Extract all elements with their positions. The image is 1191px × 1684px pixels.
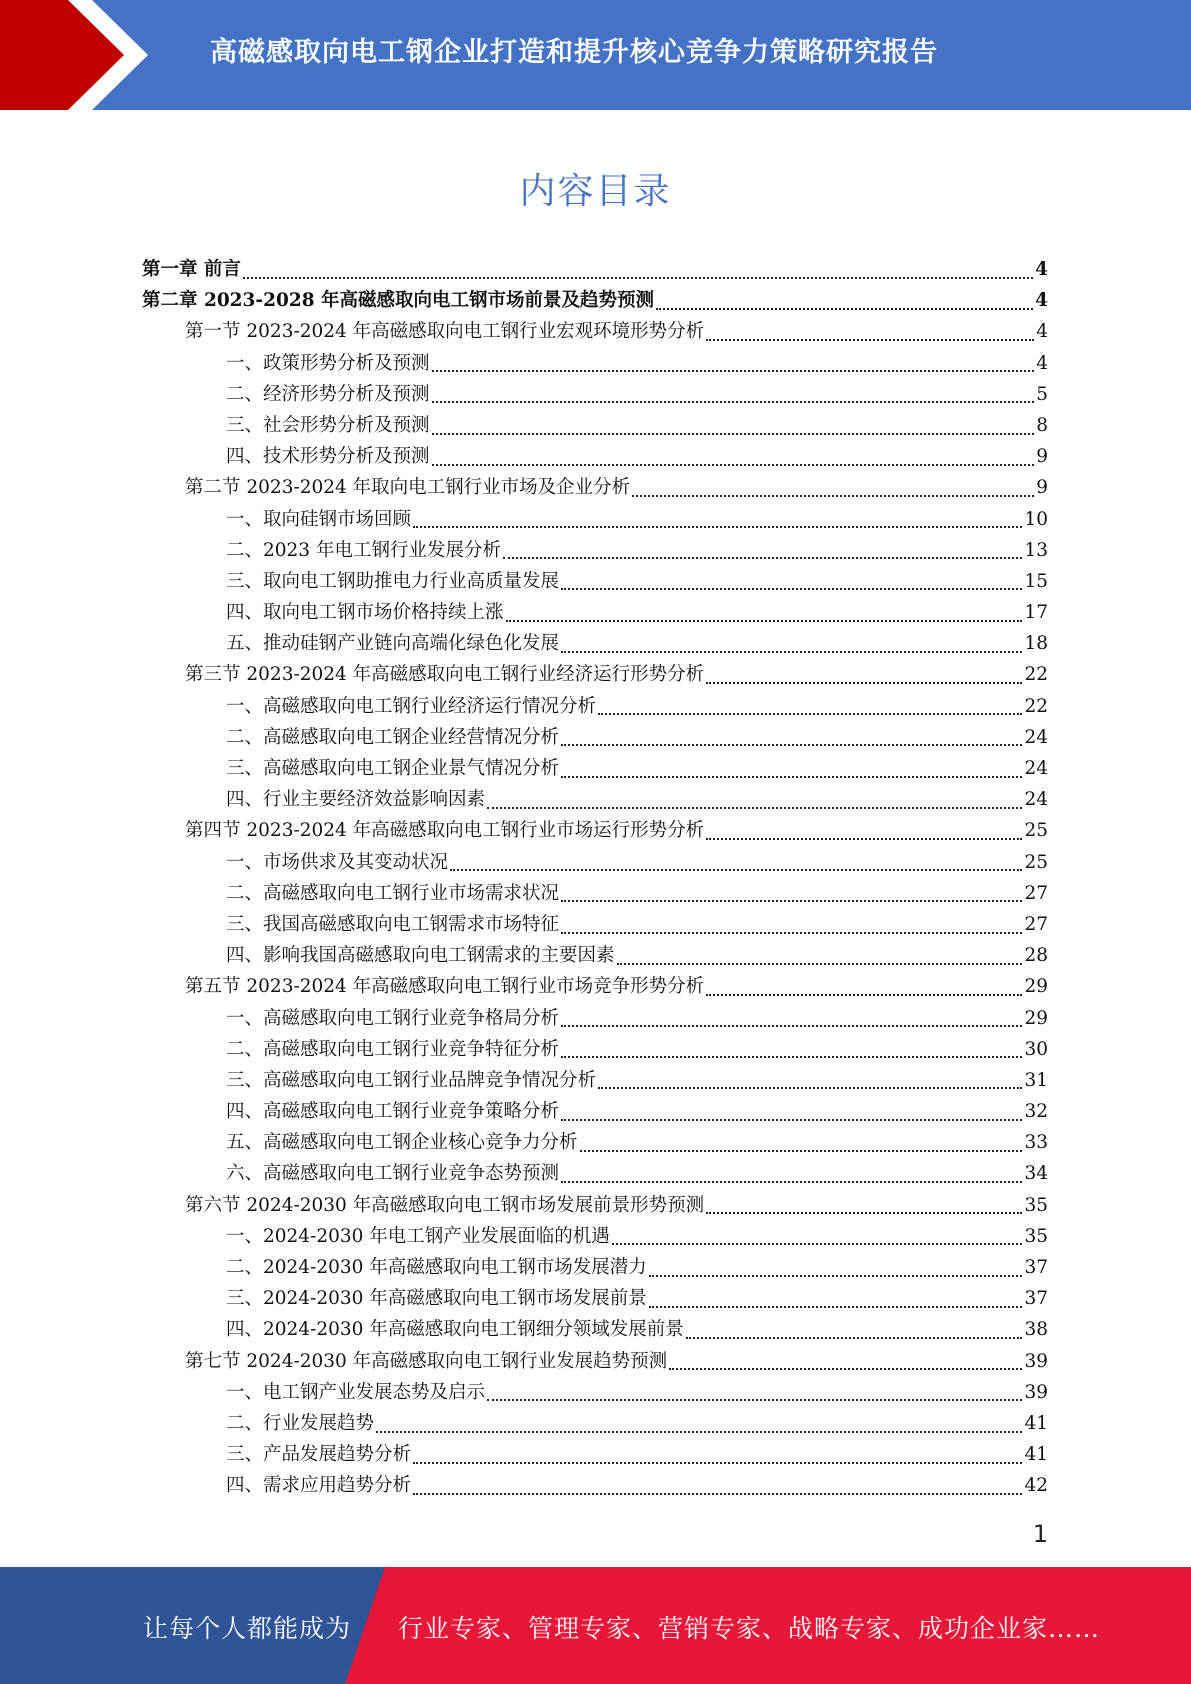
toc-entry[interactable] — [142, 1065, 1048, 1096]
toc-entry-label: 四、影响我国高磁感取向电工钢需求的主要因素 — [226, 945, 615, 967]
toc-entry[interactable] — [142, 254, 1048, 285]
toc-entry[interactable] — [142, 1221, 1048, 1252]
toc-entry-label: 三、高磁感取向电工钢企业景气情况分析 — [226, 758, 560, 779]
toc-dot-leader — [506, 620, 1023, 622]
toc-dot-leader — [706, 994, 1022, 996]
toc-entry-label: 五、高磁感取向电工钢企业核心竞争力分析 — [226, 1132, 578, 1154]
toc-entry-label: 第四节 2023-2024 年高磁感取向电工钢行业市场运行形势分析 — [185, 820, 705, 842]
toc-entry[interactable] — [142, 1346, 1048, 1377]
toc-entry-page: 37 — [1024, 1288, 1048, 1310]
toc-entry[interactable] — [142, 878, 1048, 909]
toc-entry-page: 38 — [1024, 1319, 1048, 1341]
toc-entry-page: 8 — [1036, 414, 1048, 436]
toc-entry-label: 二、经济形势分析及预测 — [226, 383, 430, 405]
toc-entry-label: 第一节 2023-2024 年高磁感取向电工钢行业宏观环境形势分析 — [185, 321, 705, 343]
toc-entry-label: 一、2024-2030 年电工钢产业发展面临的机遇 — [226, 1225, 610, 1247]
toc-dot-leader — [706, 1212, 1022, 1214]
toc-entry-label: 一、取向硅钢市场回顾 — [226, 508, 412, 530]
toc-entry[interactable] — [142, 722, 1048, 753]
toc-entry-page: 27 — [1024, 913, 1048, 935]
toc-entry-page: 10 — [1024, 508, 1048, 530]
toc-dot-leader — [561, 651, 1022, 653]
toc-entry-page: 22 — [1024, 695, 1048, 717]
toc-entry-page: 4 — [1035, 290, 1048, 312]
toc-dot-leader — [706, 339, 1034, 341]
toc-entry-page: 39 — [1024, 1350, 1048, 1372]
toc-entry-label: 第二节 2023-2024 年取向电工钢行业市场及企业分析 — [185, 477, 631, 499]
toc-entry-page: 4 — [1036, 352, 1048, 374]
toc-dot-leader — [561, 932, 1022, 934]
toc-dot-leader — [649, 1306, 1023, 1308]
page-footer — [0, 1567, 1191, 1684]
toc-entry[interactable] — [142, 691, 1048, 722]
toc-entry-page: 18 — [1024, 633, 1048, 655]
toc-entry-page: 32 — [1024, 1101, 1048, 1123]
toc-entry[interactable] — [142, 316, 1048, 347]
toc-entry[interactable] — [142, 1314, 1048, 1345]
footer-slogan-left: 让每个人都能成为 — [143, 1614, 352, 1643]
toc-entry[interactable] — [142, 815, 1048, 846]
toc-entry-page: 29 — [1024, 1007, 1048, 1029]
toc-entry-page: 13 — [1024, 539, 1048, 561]
toc-dot-leader — [656, 308, 1033, 310]
table-of-contents — [142, 254, 1048, 1502]
toc-entry-page: 9 — [1036, 477, 1048, 499]
toc-title: 内容目录 — [519, 171, 672, 212]
toc-entry-label: 三、取向电工钢助推电力行业高质量发展 — [226, 570, 560, 592]
toc-entry-label: 一、高磁感取向电工钢行业竞争格局分析 — [226, 1007, 560, 1029]
toc-entry[interactable] — [142, 472, 1048, 503]
toc-dot-leader — [561, 744, 1022, 746]
toc-entry-page: 41 — [1024, 1444, 1048, 1466]
toc-entry-label: 一、电工钢产业发展态势及启示 — [226, 1381, 486, 1403]
toc-entry-page: 35 — [1024, 1194, 1048, 1216]
toc-entry[interactable] — [142, 1127, 1048, 1158]
toc-entry-label: 二、高磁感取向电工钢行业市场需求状况 — [226, 882, 560, 904]
toc-entry-page: 34 — [1024, 1163, 1048, 1185]
toc-entry[interactable] — [142, 971, 1048, 1002]
toc-entry[interactable] — [142, 847, 1048, 878]
toc-entry-label: 二、2023 年电工钢行业发展分析 — [226, 539, 501, 561]
toc-dot-leader — [413, 526, 1022, 528]
toc-entry[interactable] — [142, 597, 1048, 628]
toc-dot-leader — [598, 1087, 1022, 1089]
toc-entry[interactable] — [142, 285, 1048, 316]
toc-entry[interactable] — [142, 1096, 1048, 1127]
toc-entry-label: 第二章 2023-2028 年高磁感取向电工钢市场前景及趋势预测 — [142, 290, 655, 312]
toc-entry[interactable] — [142, 1034, 1048, 1065]
toc-entry-label: 五、推动硅钢产业链向高端化绿色化发展 — [226, 633, 560, 655]
toc-entry-label: 二、高磁感取向电工钢行业竞争特征分析 — [226, 1038, 560, 1060]
toc-entry[interactable] — [142, 1408, 1048, 1439]
page-header — [0, 0, 1191, 110]
toc-entry-page: 9 — [1036, 446, 1048, 468]
toc-entry-page: 15 — [1024, 570, 1048, 592]
toc-entry-label: 三、2024-2030 年高磁感取向电工钢市场发展前景 — [226, 1288, 647, 1310]
toc-dot-leader — [561, 1025, 1022, 1027]
toc-entry-label: 一、高磁感取向电工钢行业经济运行情况分析 — [226, 695, 597, 717]
toc-entry-page: 25 — [1024, 820, 1048, 842]
toc-entry[interactable] — [142, 379, 1048, 410]
toc-entry-page: 27 — [1024, 882, 1048, 904]
toc-entry-page: 5 — [1036, 383, 1048, 405]
toc-entry-page: 4 — [1036, 321, 1048, 343]
toc-entry-page: 24 — [1024, 789, 1048, 811]
toc-entry-label: 三、我国高磁感取向电工钢需求市场特征 — [226, 913, 560, 935]
toc-dot-leader — [612, 1243, 1023, 1245]
toc-entry-page: 42 — [1024, 1475, 1048, 1497]
toc-entry-page: 22 — [1024, 664, 1048, 686]
toc-dot-leader — [243, 277, 1033, 279]
toc-dot-leader — [561, 1056, 1022, 1058]
toc-entry-label: 四、2024-2030 年高磁感取向电工钢细分领域发展前景 — [226, 1319, 684, 1341]
toc-entry-label: 一、政策形势分析及预测 — [226, 352, 430, 374]
toc-entry-label: 二、行业发展趋势 — [226, 1412, 375, 1434]
toc-entry[interactable] — [142, 940, 1048, 971]
toc-entry-label: 二、2024-2030 年高磁感取向电工钢市场发展潜力 — [226, 1257, 647, 1278]
footer-slogan-right: 行业专家、管理专家、营销专家、战略专家、成功企业家…… — [398, 1614, 1101, 1643]
toc-dot-leader — [706, 838, 1022, 840]
toc-entry-page: 35 — [1024, 1225, 1048, 1247]
toc-entry-label: 第三节 2023-2024 年高磁感取向电工钢行业经济运行形势分析 — [185, 664, 705, 686]
toc-entry-label: 三、高磁感取向电工钢行业品牌竞争情况分析 — [226, 1069, 597, 1091]
toc-entry[interactable] — [142, 348, 1048, 379]
toc-dot-leader — [580, 1150, 1023, 1152]
toc-entry[interactable] — [142, 1190, 1048, 1221]
toc-entry-page: 24 — [1024, 726, 1048, 748]
toc-dot-leader — [617, 963, 1023, 965]
toc-dot-leader — [561, 776, 1022, 778]
header-title: 高磁感取向电工钢企业打造和提升核心竞争力策略研究报告 — [210, 37, 938, 68]
toc-entry-label: 四、需求应用趋势分析 — [226, 1475, 412, 1497]
toc-entry[interactable] — [142, 535, 1048, 566]
toc-entry[interactable] — [142, 566, 1048, 597]
toc-entry-label: 第五节 2023-2024 年高磁感取向电工钢行业市场竞争形势分析 — [185, 976, 705, 998]
toc-entry-page: 39 — [1024, 1381, 1048, 1403]
toc-entry-label: 二、高磁感取向电工钢企业经营情况分析 — [226, 726, 560, 748]
toc-dot-leader — [561, 1181, 1022, 1183]
toc-entry-page: 17 — [1024, 602, 1048, 624]
toc-dot-leader — [706, 682, 1022, 684]
toc-entry[interactable] — [142, 1439, 1048, 1470]
toc-dot-leader — [376, 1431, 1022, 1433]
toc-dot-leader — [561, 900, 1022, 902]
toc-dot-leader — [503, 557, 1022, 559]
toc-dot-leader — [649, 1275, 1023, 1277]
toc-entry-label: 四、高磁感取向电工钢行业竞争策略分析 — [226, 1101, 560, 1123]
toc-dot-leader — [432, 370, 1035, 372]
toc-entry-label: 三、产品发展趋势分析 — [226, 1444, 412, 1466]
toc-entry-page: 33 — [1024, 1132, 1048, 1154]
toc-dot-leader — [598, 713, 1022, 715]
toc-entry[interactable] — [142, 909, 1048, 940]
toc-entry-page: 41 — [1024, 1412, 1048, 1434]
toc-entry-page: 4 — [1035, 259, 1048, 280]
toc-entry-label: 三、社会形势分析及预测 — [226, 414, 430, 436]
toc-entry[interactable] — [142, 441, 1048, 472]
toc-dot-leader — [487, 807, 1022, 809]
toc-entry[interactable] — [142, 504, 1048, 535]
toc-entry-label: 第一章 前言 — [142, 259, 241, 280]
toc-entry[interactable] — [142, 1003, 1048, 1034]
toc-entry[interactable] — [142, 659, 1048, 690]
toc-dot-leader — [432, 433, 1035, 435]
toc-entry-label: 四、技术形势分析及预测 — [226, 446, 430, 468]
toc-entry-label: 四、行业主要经济效益影响因素 — [226, 789, 486, 811]
toc-entry[interactable] — [142, 628, 1048, 659]
toc-dot-leader — [432, 401, 1035, 403]
toc-entry-page: 24 — [1024, 758, 1048, 779]
toc-entry[interactable] — [142, 753, 1048, 784]
toc-entry-page: 30 — [1024, 1038, 1048, 1060]
toc-entry-label: 第七节 2024-2030 年高磁感取向电工钢行业发展趋势预测 — [185, 1350, 668, 1372]
toc-entry-label: 第六节 2024-2030 年高磁感取向电工钢市场发展前景形势预测 — [185, 1194, 705, 1216]
toc-entry[interactable] — [142, 1283, 1048, 1314]
toc-dot-leader — [413, 1493, 1022, 1495]
toc-entry[interactable] — [142, 1377, 1048, 1408]
toc-entry[interactable] — [142, 410, 1048, 441]
toc-dot-leader — [669, 1368, 1022, 1370]
toc-entry-label: 四、取向电工钢市场价格持续上涨 — [226, 602, 504, 624]
toc-entry-label: 六、高磁感取向电工钢行业竞争态势预测 — [226, 1163, 560, 1185]
toc-dot-leader — [450, 869, 1022, 871]
toc-dot-leader — [487, 1399, 1022, 1401]
page-number: 1 — [1032, 1520, 1048, 1548]
toc-entry-page: 31 — [1024, 1069, 1048, 1091]
toc-entry-page: 25 — [1024, 851, 1048, 873]
toc-entry[interactable] — [142, 784, 1048, 815]
toc-entry[interactable] — [142, 1158, 1048, 1189]
toc-entry-page: 28 — [1024, 945, 1048, 967]
toc-dot-leader — [561, 1119, 1022, 1121]
toc-entry-page: 29 — [1024, 976, 1048, 998]
toc-dot-leader — [432, 464, 1035, 466]
toc-entry[interactable] — [142, 1470, 1048, 1501]
toc-dot-leader — [561, 588, 1022, 590]
toc-entry[interactable] — [142, 1252, 1048, 1283]
toc-dot-leader — [632, 495, 1034, 497]
toc-dot-leader — [413, 1462, 1022, 1464]
toc-entry-label: 一、市场供求及其变动状况 — [226, 851, 449, 873]
toc-dot-leader — [686, 1337, 1023, 1339]
toc-entry-page: 37 — [1024, 1257, 1048, 1278]
